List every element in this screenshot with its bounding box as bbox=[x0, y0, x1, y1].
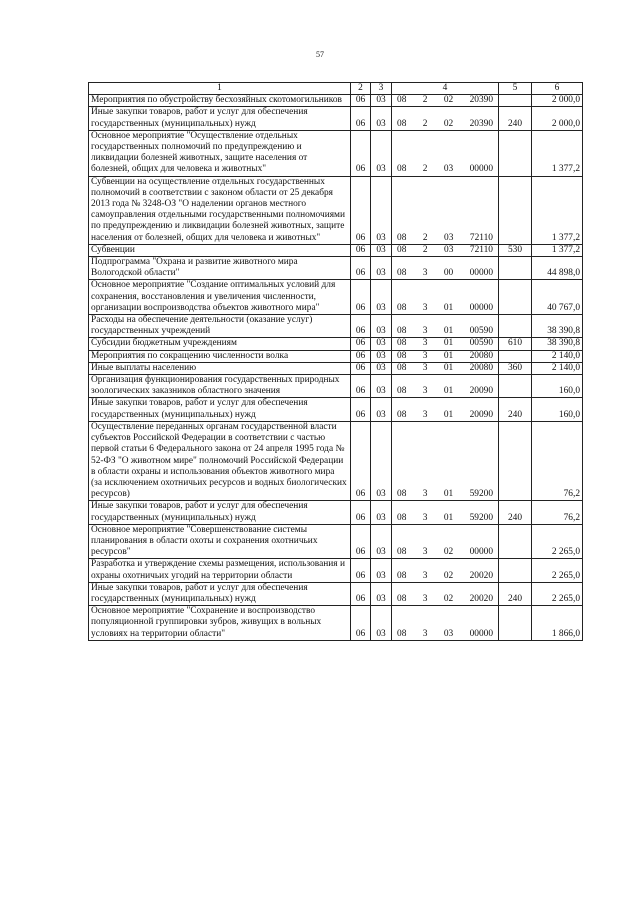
code-part-4: 00590 bbox=[469, 338, 493, 349]
row-col3-cell: 03 bbox=[371, 350, 392, 362]
row-col3-cell: 03 bbox=[371, 375, 392, 398]
row-col3-cell: 03 bbox=[371, 244, 392, 256]
row-name-cell: Организация функционирования государственных природных зоологических заказников областного значения bbox=[89, 375, 351, 398]
row-col4-cell bbox=[392, 315, 499, 338]
code-part-4: 72110 bbox=[469, 232, 493, 243]
row-amount-cell: 1 377,2 bbox=[532, 130, 583, 176]
row-col5-cell: 240 bbox=[499, 398, 532, 421]
row-col3-cell: 03 bbox=[371, 107, 392, 130]
code-part-3: 01 bbox=[443, 512, 454, 523]
header-cell-1: 1 bbox=[89, 83, 351, 95]
code-part-3: 02 bbox=[443, 118, 454, 129]
code-group bbox=[394, 410, 496, 421]
table-row bbox=[89, 315, 583, 338]
row-col3-cell: 03 bbox=[371, 338, 392, 350]
row-amount-cell: 2 000,0 bbox=[532, 95, 583, 107]
row-amount-cell: 76,2 bbox=[532, 421, 583, 500]
code-group bbox=[394, 547, 496, 558]
code-part-3: 01 bbox=[443, 386, 454, 397]
table-row bbox=[89, 398, 583, 421]
table-row bbox=[89, 176, 583, 244]
row-col5-cell bbox=[499, 176, 532, 244]
row-amount-cell: 1 866,0 bbox=[532, 606, 583, 641]
code-part-3: 03 bbox=[444, 244, 454, 255]
code-part-4: 00590 bbox=[469, 326, 493, 337]
code-part-4: 20390 bbox=[469, 118, 493, 129]
row-amount-cell: 2 265,0 bbox=[532, 582, 583, 605]
row-col5-cell: 530 bbox=[499, 244, 532, 256]
row-col4-cell bbox=[392, 130, 499, 176]
table-row bbox=[89, 524, 583, 559]
row-name-cell: Иные закупки товаров, работ и услуг для обеспечения государственных (муниципальных) нужд bbox=[89, 582, 351, 605]
row-name-cell: Субвенции на осуществление отдельных государственных полномочий в соответствии с законом области от 25 декабря 2013 года № 3248-ОЗ "О наделении органов местного самоуправления отдельными государственными полномочиями по предупреждению и ликвидации болезней животных, защите населения от болезней, общих для человека и животных" bbox=[89, 176, 351, 244]
table-row bbox=[89, 280, 583, 315]
code-part-1: 08 bbox=[397, 593, 407, 604]
code-group bbox=[394, 571, 496, 582]
row-amount-cell: 160,0 bbox=[532, 398, 583, 421]
code-part-4: 20090 bbox=[469, 386, 493, 397]
row-col5-cell bbox=[499, 375, 532, 398]
code-part-2: 3 bbox=[422, 409, 428, 420]
row-col4-cell bbox=[392, 362, 499, 374]
row-col5-cell bbox=[499, 606, 532, 641]
row-name-cell: Основное мероприятие "Осуществление отдельных государственных полномочий по предупреждению и ликвидации болезней животных, защите населения от болезней, общих для человека и животных" bbox=[89, 130, 351, 176]
row-col4-cell bbox=[392, 257, 499, 280]
code-part-1: 08 bbox=[397, 118, 407, 129]
row-col4-cell bbox=[392, 582, 499, 605]
code-group bbox=[394, 338, 496, 349]
code-part-3: 01 bbox=[443, 362, 454, 373]
row-col5-cell: 360 bbox=[499, 362, 532, 374]
code-part-4: 20080 bbox=[469, 362, 493, 373]
row-col5-cell bbox=[499, 257, 532, 280]
row-amount-cell: 76,2 bbox=[532, 501, 583, 524]
row-col2-cell: 06 bbox=[351, 130, 371, 176]
row-col2-cell: 06 bbox=[351, 315, 371, 338]
row-col5-cell bbox=[499, 280, 532, 315]
code-part-4: 20080 bbox=[469, 350, 493, 361]
row-col5-cell bbox=[499, 315, 532, 338]
row-name-cell: Разработка и утверждение схемы размещения, использования и охраны охотничьих угодий на территории области bbox=[89, 559, 351, 582]
row-col3-cell: 03 bbox=[371, 606, 392, 641]
row-name-cell: Иные закупки товаров, работ и услуг для обеспечения государственных (муниципальных) нужд bbox=[89, 107, 351, 130]
row-col4-cell bbox=[392, 559, 499, 582]
row-col4-cell bbox=[392, 244, 499, 256]
row-col2-cell: 06 bbox=[351, 280, 371, 315]
code-part-4: 00000 bbox=[469, 302, 493, 313]
code-part-1: 08 bbox=[397, 244, 407, 255]
row-col2-cell: 06 bbox=[351, 501, 371, 524]
code-group bbox=[394, 326, 496, 337]
code-part-3: 01 bbox=[443, 409, 454, 420]
row-name-cell: Иные выплаты населению bbox=[89, 362, 351, 374]
row-col3-cell: 03 bbox=[371, 524, 392, 559]
row-col4-cell bbox=[392, 95, 499, 107]
row-col4-cell bbox=[392, 421, 499, 500]
row-col5-cell bbox=[499, 350, 532, 362]
header-cell-6: 6 bbox=[532, 83, 583, 95]
row-name-cell: Мероприятия по сокращению численности волка bbox=[89, 350, 351, 362]
code-group bbox=[394, 119, 496, 130]
code-part-2: 2 bbox=[422, 232, 428, 243]
code-part-1: 08 bbox=[397, 489, 407, 500]
row-col4-cell bbox=[392, 606, 499, 641]
row-col2-cell: 06 bbox=[351, 95, 371, 107]
code-group bbox=[394, 363, 496, 374]
row-name-cell: Основное мероприятие "Создание оптимальных условий для сохранения, восстановления и увеличения численности, организации воспроизводства объектов животного мира" bbox=[89, 280, 351, 315]
row-col4-cell bbox=[392, 107, 499, 130]
header-cell-3: 3 bbox=[371, 83, 392, 95]
row-col2-cell: 06 bbox=[351, 375, 371, 398]
table-row bbox=[89, 421, 583, 500]
table-row bbox=[89, 107, 583, 130]
code-part-2: 2 bbox=[422, 164, 428, 175]
code-part-2: 3 bbox=[422, 489, 428, 500]
header-cell-4: 4 bbox=[392, 83, 499, 95]
code-part-4: 00000 bbox=[469, 164, 493, 175]
row-col3-cell: 03 bbox=[371, 398, 392, 421]
code-part-2: 3 bbox=[422, 326, 428, 337]
row-amount-cell: 38 390,8 bbox=[532, 338, 583, 350]
code-part-4: 59200 bbox=[469, 489, 493, 500]
code-part-1: 08 bbox=[397, 386, 407, 397]
code-part-3: 03 bbox=[443, 164, 454, 175]
row-amount-cell: 2 000,0 bbox=[532, 107, 583, 130]
table-row bbox=[89, 130, 583, 176]
table-row bbox=[89, 244, 583, 256]
row-col2-cell: 06 bbox=[351, 176, 371, 244]
code-part-2: 2 bbox=[422, 95, 428, 106]
code-part-4: 20020 bbox=[469, 570, 493, 581]
row-col3-cell: 03 bbox=[371, 362, 392, 374]
row-col2-cell: 06 bbox=[351, 350, 371, 362]
code-part-2: 2 bbox=[422, 244, 428, 255]
code-part-2: 3 bbox=[422, 386, 428, 397]
row-col3-cell: 03 bbox=[371, 257, 392, 280]
row-col2-cell: 06 bbox=[351, 582, 371, 605]
table-row bbox=[89, 338, 583, 350]
row-amount-cell: 2 265,0 bbox=[532, 524, 583, 559]
code-group bbox=[394, 268, 496, 279]
row-name-cell: Подпрограмма "Охрана и развитие животного мира Вологодской области" bbox=[89, 257, 351, 280]
code-part-2: 3 bbox=[422, 547, 428, 558]
code-part-1: 08 bbox=[397, 268, 407, 279]
row-amount-cell: 38 390,8 bbox=[532, 315, 583, 338]
row-col2-cell: 06 bbox=[351, 107, 371, 130]
code-part-3: 02 bbox=[443, 570, 454, 581]
code-part-4: 00000 bbox=[469, 547, 493, 558]
code-group bbox=[394, 513, 496, 524]
row-name-cell: Субсидии бюджетным учреждениям bbox=[89, 338, 351, 350]
row-col2-cell: 06 bbox=[351, 606, 371, 641]
row-col3-cell: 03 bbox=[371, 176, 392, 244]
code-group bbox=[394, 386, 496, 397]
row-name-cell: Субвенции bbox=[89, 244, 351, 256]
row-col2-cell: 06 bbox=[351, 421, 371, 500]
row-name-cell: Основное мероприятие "Сохранение и воспроизводство популяционной группировки зубров, живущих в вольных условиях на территории области" bbox=[89, 606, 351, 641]
code-part-3: 00 bbox=[443, 268, 454, 279]
code-group bbox=[394, 629, 496, 640]
code-part-1: 08 bbox=[397, 512, 407, 523]
code-part-2: 2 bbox=[422, 118, 428, 129]
code-part-1: 08 bbox=[397, 409, 407, 420]
code-part-3: 01 bbox=[443, 338, 454, 349]
code-part-1: 08 bbox=[397, 232, 407, 243]
code-part-1: 08 bbox=[397, 547, 407, 558]
code-part-2: 3 bbox=[422, 338, 428, 349]
row-col2-cell: 06 bbox=[351, 362, 371, 374]
row-col3-cell: 03 bbox=[371, 95, 392, 107]
row-col5-cell: 240 bbox=[499, 582, 532, 605]
code-part-2: 3 bbox=[422, 593, 428, 604]
code-part-2: 3 bbox=[422, 268, 428, 279]
row-col4-cell bbox=[392, 176, 499, 244]
row-name-cell: Расходы на обеспечение деятельности (оказание услуг) государственных учреждений bbox=[89, 315, 351, 338]
code-part-1: 08 bbox=[397, 164, 407, 175]
row-col2-cell: 06 bbox=[351, 257, 371, 280]
code-part-3: 01 bbox=[443, 489, 454, 500]
row-col3-cell: 03 bbox=[371, 421, 392, 500]
code-part-2: 3 bbox=[422, 350, 428, 361]
row-amount-cell: 160,0 bbox=[532, 375, 583, 398]
row-amount-cell: 1 377,2 bbox=[532, 176, 583, 244]
row-name-cell: Осуществление переданных органам государственной власти субъектов Российской Федерации в соответствии с частью первой статьи 6 Федерального закона от 24 апреля 1995 года № 52-ФЗ "О животном мире" полномочий Российской Федерации в области охраны и использования объектов животного мира (за исключением охотничьих ресурсов и водных биологических ресурсов) bbox=[89, 421, 351, 500]
code-group bbox=[394, 351, 496, 362]
code-part-4: 59200 bbox=[469, 512, 493, 523]
row-col5-cell: 240 bbox=[499, 107, 532, 130]
code-part-3: 01 bbox=[443, 350, 454, 361]
row-col3-cell: 03 bbox=[371, 315, 392, 338]
code-group bbox=[394, 164, 496, 175]
code-part-1: 08 bbox=[397, 628, 407, 639]
code-part-4: 20020 bbox=[469, 593, 493, 604]
row-col4-cell bbox=[392, 501, 499, 524]
row-col3-cell: 03 bbox=[371, 559, 392, 582]
table-row bbox=[89, 257, 583, 280]
row-col5-cell bbox=[499, 130, 532, 176]
row-col4-cell bbox=[392, 524, 499, 559]
code-part-2: 3 bbox=[422, 570, 428, 581]
code-group bbox=[394, 95, 496, 106]
header-cell-2: 2 bbox=[351, 83, 371, 95]
code-part-2: 3 bbox=[422, 512, 428, 523]
table-row bbox=[89, 606, 583, 641]
code-group bbox=[394, 303, 496, 314]
row-col5-cell bbox=[499, 559, 532, 582]
row-col3-cell: 03 bbox=[371, 501, 392, 524]
row-col4-cell bbox=[392, 375, 499, 398]
row-amount-cell: 2 140,0 bbox=[532, 350, 583, 362]
row-name-cell: Иные закупки товаров, работ и услуг для обеспечения государственных (муниципальных) нужд bbox=[89, 398, 351, 421]
code-part-3: 02 bbox=[443, 95, 454, 106]
code-part-4: 20090 bbox=[469, 409, 493, 420]
row-col3-cell: 03 bbox=[371, 130, 392, 176]
code-part-2: 3 bbox=[422, 362, 428, 373]
code-part-4: 00000 bbox=[469, 628, 493, 639]
row-col2-cell: 06 bbox=[351, 398, 371, 421]
code-part-1: 08 bbox=[397, 570, 407, 581]
code-group bbox=[394, 233, 496, 244]
header-row bbox=[89, 83, 583, 95]
code-part-3: 03 bbox=[443, 628, 454, 639]
row-amount-cell: 1 377,2 bbox=[532, 244, 583, 256]
code-part-3: 03 bbox=[444, 232, 454, 243]
row-col3-cell: 03 bbox=[371, 280, 392, 315]
table-row bbox=[89, 95, 583, 107]
code-part-1: 08 bbox=[397, 350, 407, 361]
row-name-cell: Мероприятия по обустройству бесхозяйных скотомогильников bbox=[89, 95, 351, 107]
code-part-3: 02 bbox=[443, 547, 454, 558]
code-part-3: 01 bbox=[443, 326, 454, 337]
budget-table bbox=[88, 82, 583, 641]
table-row bbox=[89, 501, 583, 524]
code-part-4: 72110 bbox=[469, 244, 493, 255]
row-col4-cell bbox=[392, 280, 499, 315]
code-part-4: 00000 bbox=[469, 268, 493, 279]
row-col5-cell: 610 bbox=[499, 338, 532, 350]
table-row bbox=[89, 582, 583, 605]
table-row bbox=[89, 375, 583, 398]
row-name-cell: Иные закупки товаров, работ и услуг для обеспечения государственных (муниципальных) нужд bbox=[89, 501, 351, 524]
code-group bbox=[394, 594, 496, 605]
code-part-2: 3 bbox=[422, 302, 428, 313]
code-part-2: 3 bbox=[422, 628, 428, 639]
table-row bbox=[89, 350, 583, 362]
row-amount-cell: 44 898,0 bbox=[532, 257, 583, 280]
row-col4-cell bbox=[392, 350, 499, 362]
row-name-cell: Основное мероприятие "Совершенствование системы планирования в области охоты и сохранения охотничьих ресурсов" bbox=[89, 524, 351, 559]
code-part-3: 01 bbox=[443, 302, 454, 313]
row-col2-cell: 06 bbox=[351, 559, 371, 582]
row-col5-cell: 240 bbox=[499, 501, 532, 524]
row-col2-cell: 06 bbox=[351, 244, 371, 256]
code-group bbox=[394, 245, 496, 256]
code-part-4: 20390 bbox=[469, 95, 493, 106]
header-cell-5: 5 bbox=[499, 83, 532, 95]
code-part-1: 08 bbox=[397, 95, 407, 106]
code-part-1: 08 bbox=[397, 338, 407, 349]
row-col2-cell: 06 bbox=[351, 524, 371, 559]
table-row bbox=[89, 362, 583, 374]
row-col5-cell bbox=[499, 524, 532, 559]
row-amount-cell: 2 265,0 bbox=[532, 559, 583, 582]
code-part-1: 08 bbox=[397, 326, 407, 337]
code-part-1: 08 bbox=[397, 362, 407, 373]
row-col5-cell bbox=[499, 421, 532, 500]
page-number: 57 bbox=[316, 50, 324, 59]
row-col2-cell: 06 bbox=[351, 338, 371, 350]
code-part-1: 08 bbox=[397, 302, 407, 313]
table-row bbox=[89, 559, 583, 582]
row-col5-cell bbox=[499, 95, 532, 107]
code-part-3: 02 bbox=[443, 593, 454, 604]
row-amount-cell: 2 140,0 bbox=[532, 362, 583, 374]
code-group bbox=[394, 489, 496, 500]
row-col4-cell bbox=[392, 338, 499, 350]
row-col4-cell bbox=[392, 398, 499, 421]
row-col3-cell: 03 bbox=[371, 582, 392, 605]
row-amount-cell: 40 767,0 bbox=[532, 280, 583, 315]
